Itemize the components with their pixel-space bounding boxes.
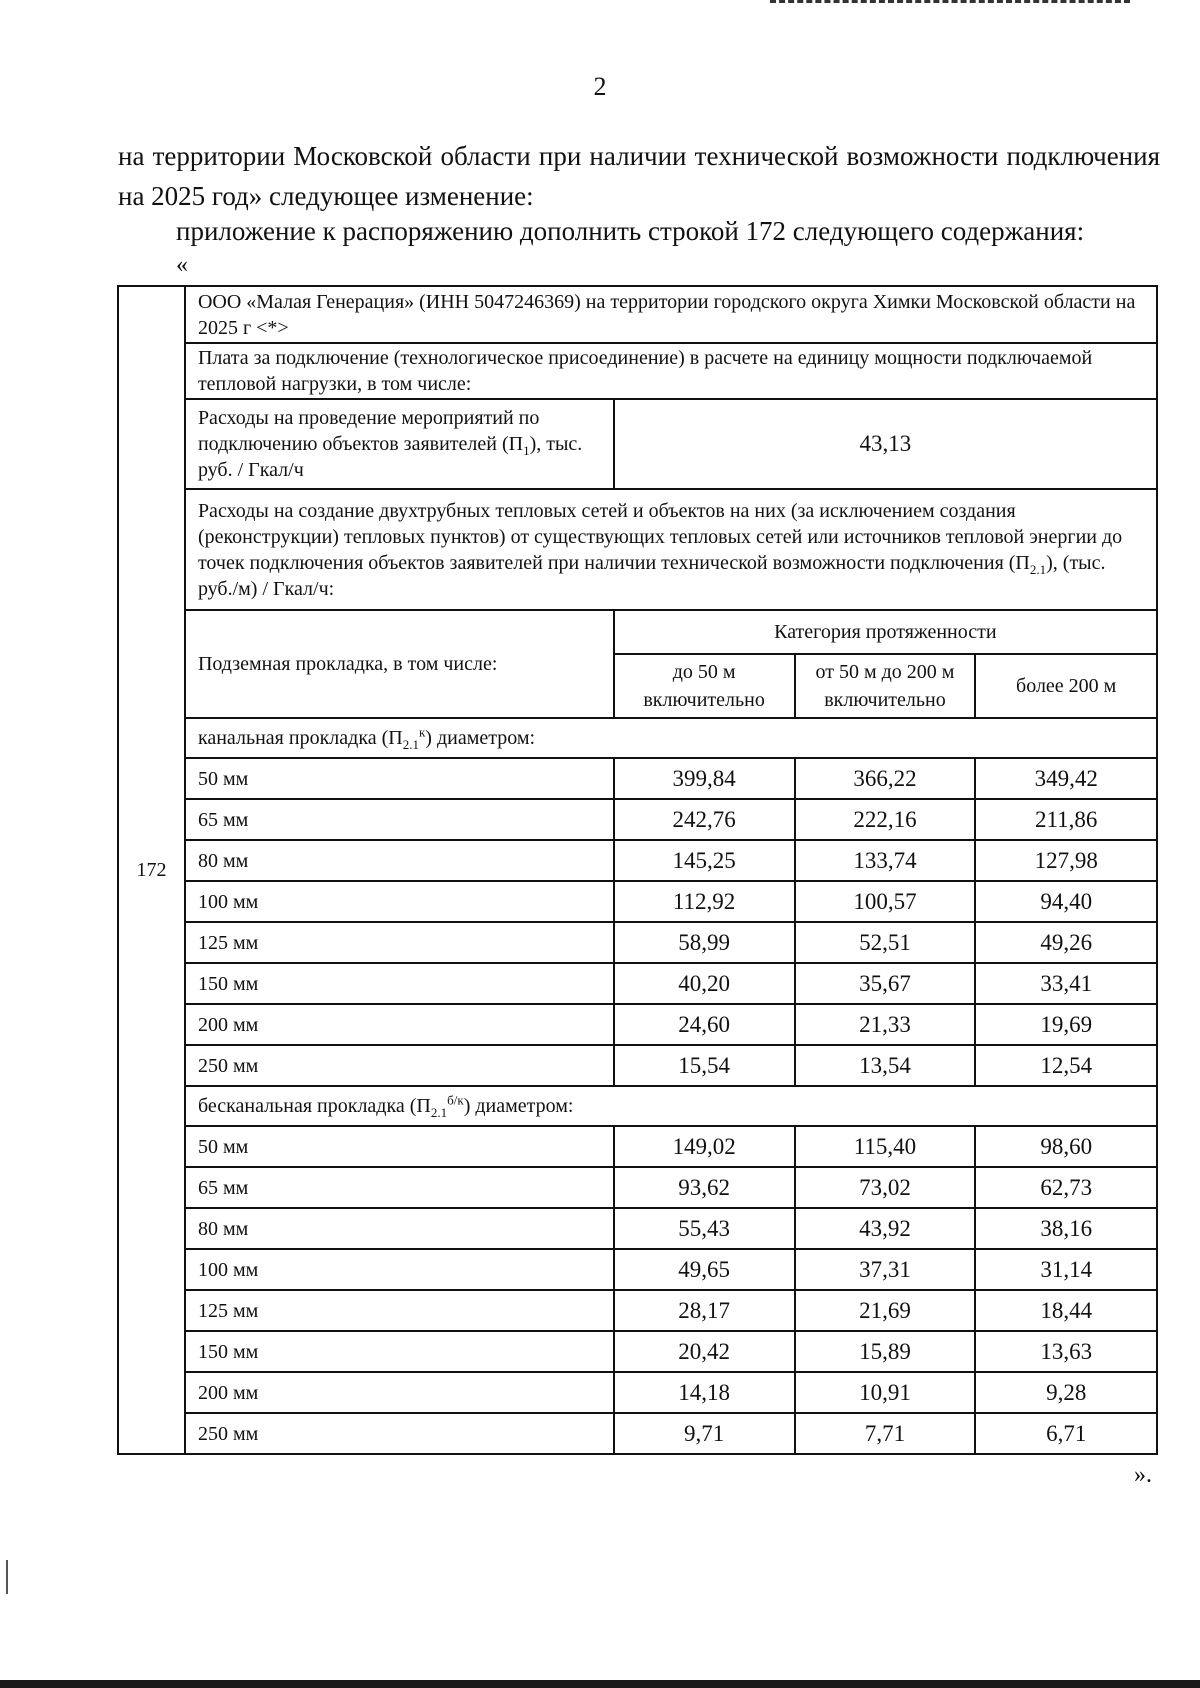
diameter-cell: 100 мм [185,1249,614,1290]
value-cell: 133,74 [795,840,976,881]
diameter-cell: 50 мм [185,758,614,799]
value-cell: 349,42 [975,758,1157,799]
channel-label-sup: к [418,724,426,740]
value-cell: 115,40 [795,1126,976,1167]
value-cell: 399,84 [614,758,795,799]
channelless-row [118,1331,1157,1372]
row-number: 172 [118,286,185,1454]
underground-label: Подземная прокладка, в том числе: [185,610,614,718]
channel-row [118,922,1157,963]
p1-row [118,399,1157,489]
p21-row [118,489,1157,610]
diameter-cell: 125 мм [185,922,614,963]
value-cell: 55,43 [614,1208,795,1249]
column-header-up-to-50: до 50 м включительно [614,654,795,718]
org-row [118,286,1157,343]
intro-paragraph: на территории Московской области при наличии технической возможности подключения на 2025 год» следующее изменение: [118,141,1160,211]
channel-heading-row [118,718,1157,758]
channelless-row [118,1413,1157,1454]
channel-heading [185,718,1157,758]
channelless-label-b: ) диаметром: [463,1095,574,1117]
value-cell: 7,71 [795,1413,976,1454]
value-cell: 6,71 [975,1413,1157,1454]
channel-row [118,799,1157,840]
p21-label-a: Расходы на создание двухтрубных тепловых сетей и объектов на них (за исключением создания (реконструкции) тепловых пунктов) от существующих тепловых сетей или источников тепловой энергии до точек подключения объектов заявителей при наличии технической возможности подключения (П [197,499,1123,574]
value-cell: 9,71 [614,1413,795,1454]
value-cell: 24,60 [614,1004,795,1045]
diameter-cell: 200 мм [185,1372,614,1413]
category-header-row [118,610,1157,654]
channel-row [118,840,1157,881]
value-cell: 20,42 [614,1331,795,1372]
value-cell: 242,76 [614,799,795,840]
value-cell: 211,86 [975,799,1157,840]
value-cell: 112,92 [614,881,795,922]
diameter-cell: 150 мм [185,1331,614,1372]
p1-label-a: Расходы на проведение мероприятий по подключению объектов заявителей (П [197,407,540,455]
diameter-cell: 100 мм [185,881,614,922]
scan-edge-top [770,0,1130,3]
channel-label-a: канальная прокладка (П [197,727,403,749]
channel-row [118,963,1157,1004]
value-cell: 21,33 [795,1004,976,1045]
p21-label-sub: 2.1 [1029,561,1047,577]
value-cell: 52,51 [795,922,976,963]
diameter-cell: 250 мм [185,1045,614,1086]
value-cell: 18,44 [975,1290,1157,1331]
value-cell: 33,41 [975,963,1157,1004]
channelless-heading-row [118,1086,1157,1126]
value-cell: 100,57 [795,881,976,922]
channel-row [118,1004,1157,1045]
value-cell: 94,40 [975,881,1157,922]
column-header-50-to-200: от 50 м до 200 м включительно [795,654,976,718]
channelless-row [118,1126,1157,1167]
channelless-label-sub: 2.1 [430,1105,448,1120]
fee-heading: Плата за подключение (технологическое присоединение) в расчете на единицу мощности подключаемой тепловой нагрузки, в том числе: [185,343,1157,399]
p21-label [185,489,1157,610]
org-line: ООО «Малая Генерация» (ИНН 5047246369) на территории городского округа Химки Московской области на 2025 г <*> [185,286,1157,343]
value-cell: 149,02 [614,1126,795,1167]
value-cell: 35,67 [795,963,976,1004]
closing-quote: ». [1134,1462,1152,1488]
value-cell: 98,60 [975,1126,1157,1167]
scan-edge-bottom [0,1680,1200,1688]
channelless-row [118,1372,1157,1413]
p1-label [185,399,614,489]
channelless-heading [185,1086,1157,1126]
p1-label-b: ), тыс. руб. / Гкал/ч [197,433,583,481]
value-cell: 222,16 [795,799,976,840]
value-cell: 21,69 [795,1290,976,1331]
channel-label-b: ) диаметром: [425,727,536,749]
diameter-cell: 150 мм [185,963,614,1004]
value-cell: 31,14 [975,1249,1157,1290]
channelless-label-sup: б/к [447,1092,464,1108]
p21-label-b: ), (тыс. руб./м) / Гкал/ч: [197,551,1106,600]
value-cell: 37,31 [795,1249,976,1290]
channelless-label-a: бесканальная прокладка (П [197,1095,431,1117]
diameter-cell: 65 мм [185,1167,614,1208]
value-cell: 10,91 [795,1372,976,1413]
diameter-cell: 50 мм [185,1126,614,1167]
value-cell: 15,54 [614,1045,795,1086]
diameter-cell: 200 мм [185,1004,614,1045]
value-cell: 15,89 [795,1331,976,1372]
diameter-cell: 80 мм [185,840,614,881]
value-cell: 12,54 [975,1045,1157,1086]
channelless-row [118,1167,1157,1208]
column-header-over-200: более 200 м [975,654,1157,718]
value-cell: 49,65 [614,1249,795,1290]
value-cell: 40,20 [614,963,795,1004]
diameter-cell: 250 мм [185,1413,614,1454]
amendment-lead: приложение к распоряжению дополнить строкой 172 следующего содержания: [176,216,1085,246]
p1-label-sub: 1 [523,443,530,458]
channel-row [118,881,1157,922]
value-cell: 58,99 [614,922,795,963]
diameter-cell: 80 мм [185,1208,614,1249]
value-cell: 13,54 [795,1045,976,1086]
value-cell: 127,98 [975,840,1157,881]
value-cell: 28,17 [614,1290,795,1331]
fee-heading-row [118,343,1157,399]
value-cell: 62,73 [975,1167,1157,1208]
value-cell: 43,92 [795,1208,976,1249]
channel-row [118,758,1157,799]
diameter-cell: 125 мм [185,1290,614,1331]
channelless-row [118,1249,1157,1290]
value-cell: 49,26 [975,922,1157,963]
diameter-cell: 65 мм [185,799,614,840]
value-cell: 9,28 [975,1372,1157,1413]
channelless-row [118,1208,1157,1249]
length-category: Категория протяженности [614,610,1157,654]
value-cell: 38,16 [975,1208,1157,1249]
opening-quote: « [176,252,188,278]
value-cell: 366,22 [795,758,976,799]
channel-row [118,1045,1157,1086]
value-cell: 145,25 [614,840,795,881]
channelless-row [118,1290,1157,1331]
value-cell: 73,02 [795,1167,976,1208]
value-cell: 13,63 [975,1331,1157,1372]
tariff-table [117,285,1158,1455]
value-cell: 19,69 [975,1004,1157,1045]
value-cell: 93,62 [614,1167,795,1208]
value-cell: 14,18 [614,1372,795,1413]
scan-edge-left [6,1560,8,1594]
channel-label-sub: 2.1 [402,737,419,752]
page-number: 2 [593,72,607,101]
p1-value: 43,13 [614,399,1157,489]
